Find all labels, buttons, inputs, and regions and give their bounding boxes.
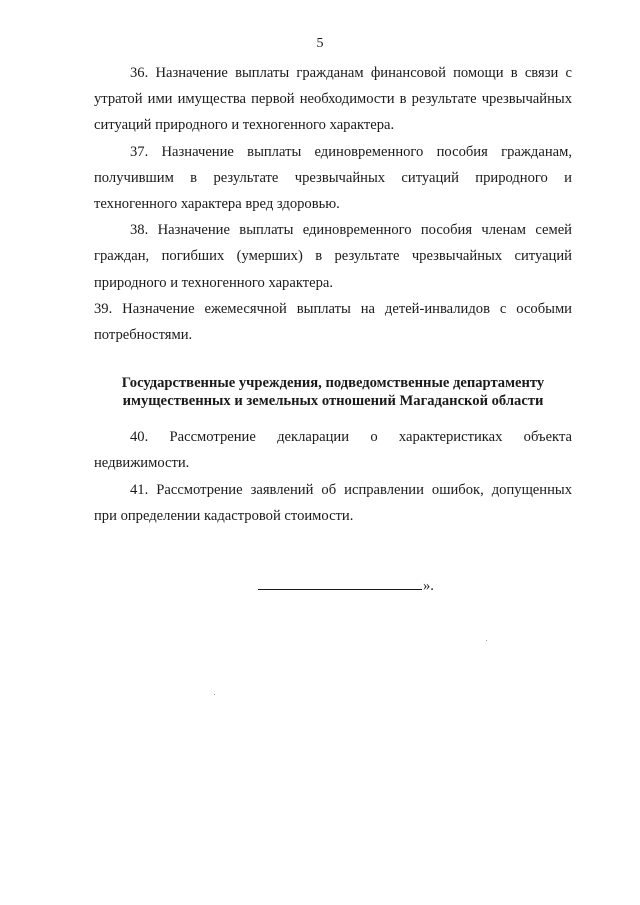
list-item-40: 40. Рассмотрение декларации о характеристиках объекта недвижимости. xyxy=(94,429,572,472)
list-item-37: 37. Назначение выплаты единовременного пособия гражданам, получившим в результате чрезвычайных ситуаций природного и техногенного характера вред здоровью. xyxy=(94,143,572,213)
scan-speck xyxy=(214,694,215,695)
section-heading-line-1: Государственные учреждения, подведомственные департаменту xyxy=(121,375,545,392)
closing-quote-mark: ». xyxy=(423,578,434,594)
page-number: 5 xyxy=(316,36,324,51)
scan-speck xyxy=(486,640,487,641)
section-heading-line-2: имущественных и земельных отношений Магаданской области xyxy=(122,393,544,410)
list-item-41: 41. Рассмотрение заявлений об исправлении ошибок, допущенных при определении кадастровой стоимости. xyxy=(94,481,572,524)
signature-rule xyxy=(258,577,422,590)
document-body xyxy=(94,60,572,529)
list-item-39: 39. Назначение ежемесячной выплаты на детей-инвалидов с особыми потребностями. xyxy=(94,300,572,344)
list-item-38: 38. Назначение выплаты единовременного пособия членам семей граждан, погибших (умерших) в результате чрезвычайных ситуаций природного и техногенного характера. xyxy=(94,222,572,291)
list-item-36: 36. Назначение выплаты гражданам финансовой помощи в связи с утратой ими имущества первой необходимости в результате чрезвычайных ситуаций природного и техногенного характера. xyxy=(94,65,572,134)
section-heading xyxy=(94,374,572,410)
closing-line xyxy=(258,576,434,596)
